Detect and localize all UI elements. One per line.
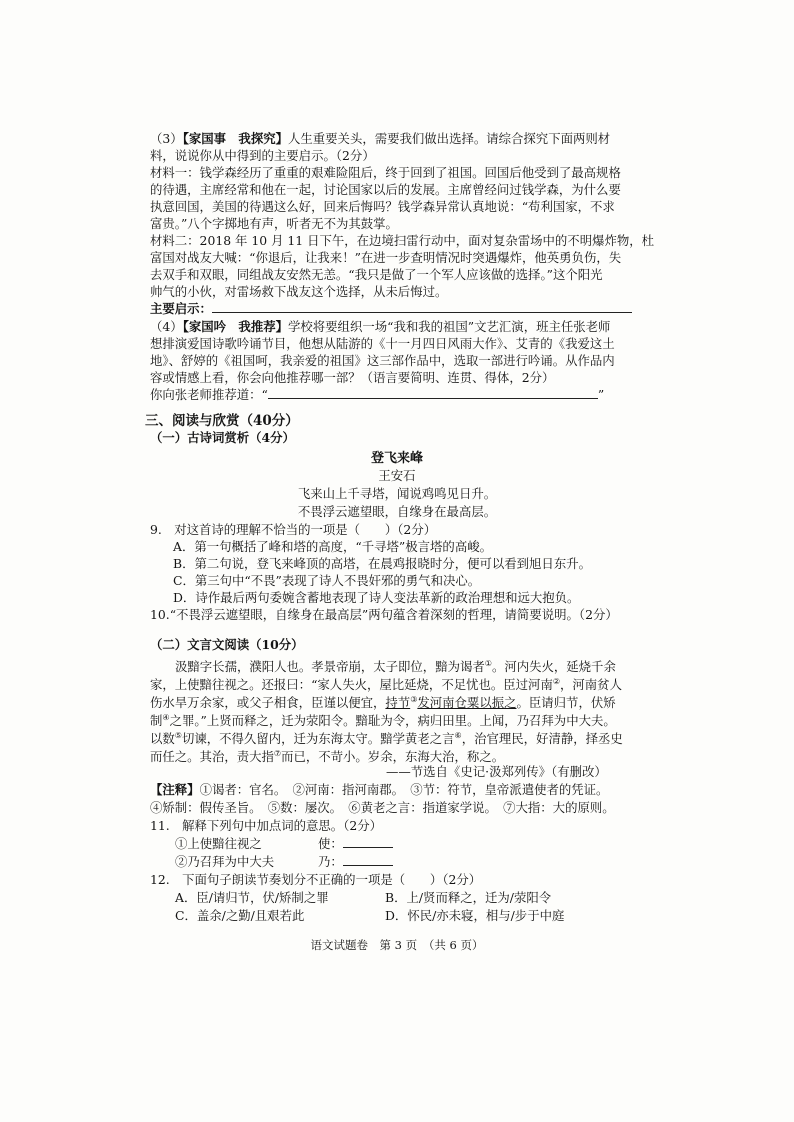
q4-line-2: 想排演爱国诗歌吟诵节目，他想从陆游的《十一月四日风雨大作》、艾青的《我爱这土: [150, 336, 615, 351]
classical-line-3: 伤水旱万余家，或父子相食，臣谨以便宜，持节③发河南仓粟以振之。臣请归节，伏矫: [150, 695, 616, 711]
q12-option-b[interactable]: B．上/贤而释之，迁为/荥阳令: [385, 890, 552, 905]
q11-item-1: ①上使黯往视之: [175, 836, 262, 851]
classical-line-5: 以数⑤切谏，不得久留内，迁为东海太守。黯学黄老之言⑥，治官理民，好清静，择丞史: [150, 731, 623, 747]
q3-line-1: （3）【家国事 我探究】人生重要关头，需要我们做出选择。请综合探究下面两则材: [150, 131, 611, 146]
q11-item-2-blank[interactable]: [343, 853, 393, 866]
section-3-sub-2: （二）文言文阅读（10分）: [150, 637, 304, 652]
q11-item-2: ②乃召拜为中大夫: [175, 854, 275, 869]
q3-answer-line: 主要启示：: [150, 300, 632, 318]
q4-line-5: 你向张老师推荐道：“ ”: [150, 387, 605, 402]
classical-line-2: 家，上使黯往视之。还报曰：“家人失火，屋比延烧，不足忧也。臣过河南②，河南贫人: [150, 677, 622, 693]
q4-answer-blank[interactable]: [268, 386, 598, 399]
material-1-line-1: 材料一：钱学森经历了重重的艰难险阻后，终于回到了祖国。回国后他受到了最高规格: [150, 165, 621, 180]
q9-stem: 9. 对这首诗的理解不恰当的一项是（ ）（2分）: [150, 522, 437, 537]
q12-option-c[interactable]: C．盖余/之勤/且艰若此: [175, 908, 305, 923]
poem-line-1: 飞来山上千寻塔，闻说鸡鸣见日升。: [297, 486, 497, 501]
page-footer: 语文试题卷 第 3 页 （共 6 页）: [310, 938, 484, 952]
poem-title: 登飞来峰: [370, 451, 423, 466]
q11-item-1-answer: 使：: [318, 835, 393, 853]
q3-answer-blank[interactable]: [212, 300, 632, 313]
q9-option-c[interactable]: C．第三句中“不畏”表现了诗人不畏奸邪的勇气和决心。: [173, 573, 481, 588]
q11-item-2-answer: 乃：: [318, 853, 393, 871]
q4-line-3: 地》、舒婷的《祖国呵，我亲爱的祖国》这三部作品中，选取一部进行吟诵。从作品内: [150, 353, 615, 368]
q4-line-4: 容或情感上看，你会向他推荐哪一部？（语言要简明、连贯、得体，2分）: [150, 370, 555, 385]
q3-line-2: 料，说说你从中得到的主要启示。（2分）: [150, 148, 375, 163]
material-2-line-4: 帅气的小伙，对雷场救下战友这个选择，从未后悔过。: [150, 284, 448, 299]
q11-item-1-blank[interactable]: [343, 835, 393, 848]
q9-option-a[interactable]: A．第一句概括了峰和塔的高度，“千寻塔”极言塔的高峻。: [173, 539, 492, 554]
section-3-sub-1: （一）古诗词赏析（4分）: [150, 430, 295, 445]
classical-line-6: 而任之。其治，责大指⑦而已，不苛小。岁余，东海大治，称之。: [150, 749, 505, 765]
poem-author: 王安石: [378, 468, 416, 483]
notes-line-1: 【注释】①谒者：官名。 ②河南：指河南郡。 ③节：符节，皇帝派遣使者的凭证。: [150, 782, 609, 797]
material-2-line-1: 材料二：2018 年 10 月 11 日下午，在边境扫雷行动中，面对复杂雷场中的不明爆炸物，杜: [150, 233, 655, 248]
q12-stem: 12. 下面句子朗读节奏划分不正确的一项是（ ）（2分）: [150, 872, 482, 887]
q12-option-d[interactable]: D．怀民/亦未寝，相与/步于中庭: [385, 908, 565, 923]
classical-source: ——节选自《史记·汲郑列传》（有删改）: [386, 764, 607, 779]
notes-line-2: ④矫制：假传圣旨。 ⑤数：屡次。 ⑥黄老之言：指道家学说。 ⑦大指：大的原则。: [150, 800, 615, 815]
classical-line-4: 制④之罪。”上贤而释之，迁为荥阳令。黯耻为令，病归田里。上闻，乃召拜为中大夫。: [150, 713, 616, 729]
material-1-line-2: 的待遇，主席经常和他在一起，讨论国家以后的发展。主席曾经问过钱学森，为什么要: [150, 182, 621, 197]
classical-line-1: 汲黯字长孺，濮阳人也。孝景帝崩，太子即位，黯为谒者①。河内失火，延烧千余: [175, 659, 616, 675]
section-3-title: 三、阅读与欣赏（40分）: [145, 413, 299, 429]
q9-option-d[interactable]: D．诗作最后两句委婉含蓄地表现了诗人变法革新的政治理想和远大抱负。: [173, 590, 580, 605]
q12-option-a[interactable]: A．臣/请归节，伏/矫制之罪: [175, 890, 329, 905]
material-1-line-4: 富贵。”八个字掷地有声，听者无不为其鼓掌。: [150, 216, 398, 231]
poem-line-2: 不畏浮云遮望眼，自缘身在最高层。: [297, 504, 497, 519]
q11-stem: 11. 解释下列句中加点词的意思。（2分）: [150, 818, 383, 833]
material-2-line-2: 富国对战友大喊：“你退后，让我来！”在进一步查明情况时突遇爆炸，他英勇负伤，失: [150, 250, 622, 265]
material-1-line-3: 执意回国，美国的待遇这么好，回来后悔吗？钱学森异常认真地说：“苟利国家，不求: [150, 199, 615, 214]
q9-option-b[interactable]: B．第二句说，登飞来峰顶的高塔，在晨鸡报晓时分，便可以看到旭日东升。: [173, 556, 591, 571]
material-2-line-3: 去双手和双眼，同组战友安然无恙。“我只是做了一个军人应该做的选择。”这个阳光: [150, 267, 603, 282]
q10-stem: 10.“不畏浮云遮望眼，自缘身在最高层”两句蕴含着深刻的哲理，请简要说明。（2分）: [150, 607, 618, 622]
q4-line-1: （4）【家国吟 我推荐】学校将要组织一场“我和我的祖国”文艺汇演，班主任张老师: [150, 319, 611, 334]
